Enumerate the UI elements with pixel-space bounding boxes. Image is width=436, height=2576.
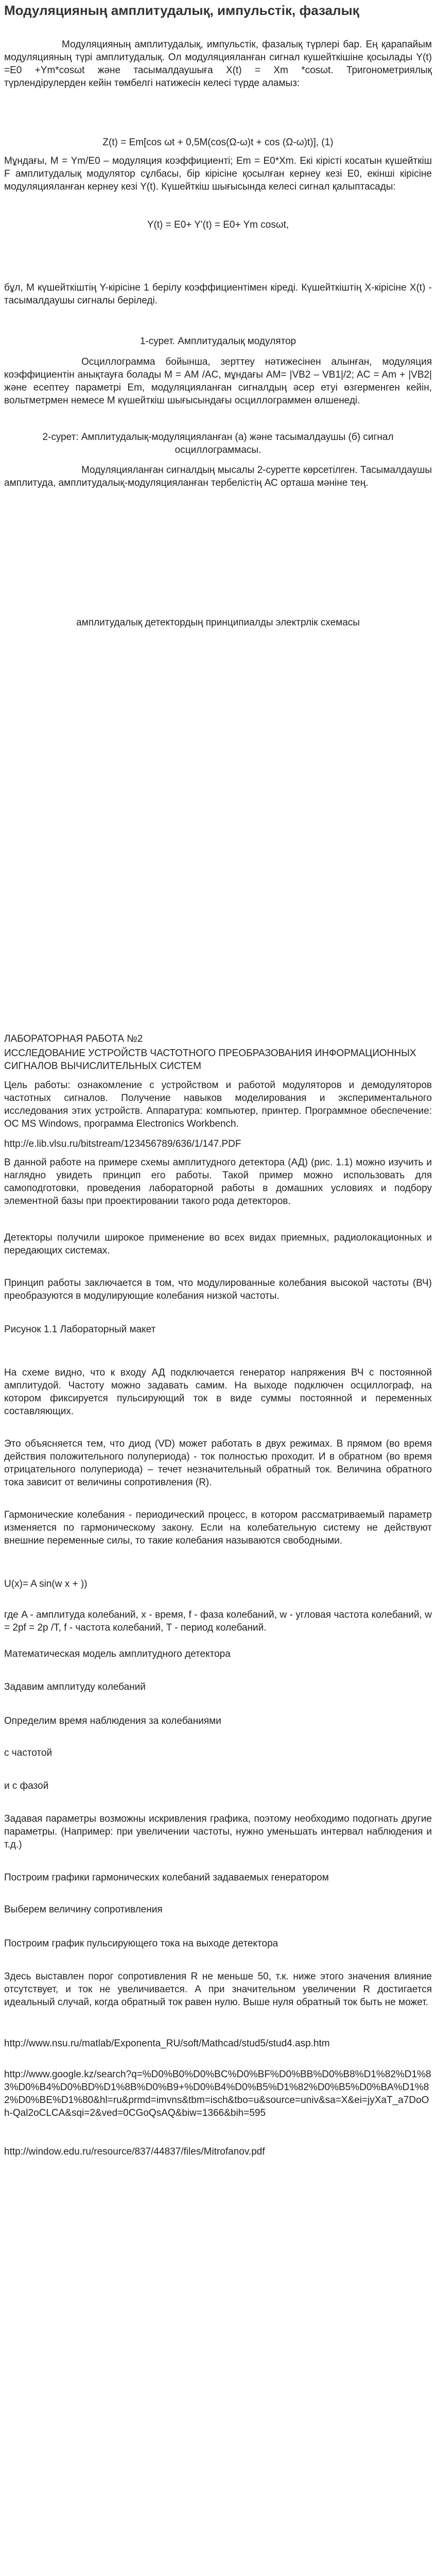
paragraph-j: Определим время наблюдения за колебаниями bbox=[4, 1716, 221, 1726]
paragraph-5: Модуляцияланған сигналдың мысалы 2-суретте көрсетілген. Тасымалдаушы амплитуда, амплитудалық-модуляцияланған тербелістің АС орташа мәніне тең. bbox=[4, 465, 432, 488]
paragraph-p: Построим график пульсирующего тока на выходе детектора bbox=[4, 1938, 278, 1949]
paragraph-m: Задавая параметры возможны искривления графика, поэтому необходимо подогнать другие параметры. (Например: при увеличении частоты, нужно уменьшать интервал наблюдения и т.д.) bbox=[4, 1814, 432, 1850]
source-link-3[interactable]: http://www.google.kz/search?q=%D0%B0%D0%BC%D0%BF%D0%BB%D0%B8%D1%82%D1%83%D0%B4%D0%BD%D1%8B%D0%B9+%D0%B4%D0%B5%D1%82%D0%B5%D0%BA%D1%82%D0%BE%D1%80&hl=ru&prmd=imvns&tbm=isch&tbo=u&source=univ&sa=X&ei=jyXaT_a7DoOh-Qal2oCLCA&sqi=2&ved=0CGoQsAQ&biw=1366&bih=595 bbox=[4, 2069, 431, 2119]
formula-2: Y(t) = E0+ Y'(t) = E0+ Ym cosωt, bbox=[147, 219, 289, 230]
lab-goal: Цель работы: ознакомление с устройством и работой модуляторов и демодуляторов частотных сигналов. Получение навыков моделирования и экспериментального исследования этих устройств. Аппаратура: компьютер, принтер. Программное обеспечение: ОС MS Windows, программа Electronics Workbench. bbox=[4, 1080, 432, 1129]
paragraph-k: с частотой bbox=[4, 1748, 53, 1758]
figure-label: Рисунок 1.1 Лабораторный макет bbox=[4, 1324, 156, 1335]
paragraph-o: Выберем величину сопротивления bbox=[4, 1904, 163, 1915]
paragraph-2: Мұндағы, М = Ym/E0 – модуляция коэффициенті; Em = E0*Xm. Екі кірісті косатын күшейткіш F амплитудалық модулятор сұлбасы, бір кірісіне қосылған кернеу кезі E0, екінші кірісіне модуляцияланған кернеу кезі Y(t). Күшейткіш шығысында келесі сигнал қалыптасады: bbox=[4, 156, 432, 192]
lab-header: ЛАБОРАТОРНАЯ РАБОТА №2 bbox=[4, 1033, 143, 1044]
paragraph-3: бұл, М күшейткіштің Y-кірісіне 1 берілу коэффициентімен кіреді. Күшейткіштің X-кірісіне X(t) - тасымалдаушы сигналы беріледі. bbox=[4, 282, 432, 306]
figure-1-caption: 1-сурет. Амплитудалық модулятор bbox=[139, 336, 297, 347]
paragraph-g: где A - амплитуда колебаний, x - время, f - фаза колебаний, w - угловая частота колебаний, w = 2pf = 2p /T, f - частота колебаний, T - период колебаний. bbox=[4, 1609, 432, 1633]
intro-paragraph: Модуляцияның амплитудалық, импульстік, фазалық түрлері бар. Ең қарапайым модуляцияның түрі амплитудалық. Ол модуляцияланған сигнал кушейткішіне қосылады Y(t) =E0 +Ym*cosωt және тасымалдаушыға X(t) = Xm *cosωt. Тригонометриялық түрлендірулерден кейін төмбелгі натижесін келесі түрде аламыз: bbox=[4, 39, 432, 89]
source-link-1[interactable]: http://e.lib.vlsu.ru/bitstream/123456789/636/1/147.PDF bbox=[4, 1139, 241, 1149]
lab-title: ИССЛЕДОВАНИЕ УСТРОЙСТВ ЧАСТОТНОГО ПРЕОБРАЗОВАНИЯ ИНФОРМАЦИОННЫХ СИГНАЛОВ ВЫЧИСЛИТЕЛЬНЫХ СИСТЕМ bbox=[4, 1048, 416, 1072]
source-link-4[interactable]: http://window.edu.ru/resource/837/44837/files/Mitrofanov.pdf bbox=[4, 2146, 265, 2157]
paragraph-q: Здесь выставлен порог сопротивления R не меньше 50, т.к. ниже этого значения влияние отсутствует, и ток не увеличивается. А при значительном увеличении R достигается идеальный случай, когда обратный ток равен нулю. Выше нуля обратный ток быть не может. bbox=[4, 1971, 432, 2008]
paragraph-b: Детекторы получили широкое применение во всех видах приемных, радиолокационных и передающих системах. bbox=[4, 1232, 432, 1256]
paragraph-n: Построим графики гармонических колебаний задаваемых генератором bbox=[4, 1872, 329, 1883]
paragraph-4: Осциллограмма бойынша, зерттеу нәтижесінен алынған, модуляция коэффициентін анықтауға болады М = AM /AC, мұндағы AM= |VB2 – VB1|/2; AC = Am + |VB2| және есептеу параметрі Em, модуляцияланған сигналдың әсер етуі өзгерменген кейін, вольтметрмен немесе М күшейткіш шығысындағы осциллограммен өлшенеді. bbox=[4, 357, 432, 406]
paragraph-e: Это объясняется тем, что диод (VD) может работать в двух режимах. В прямом (во время действия положительного полупериода) - ток полностью проходит. И в обратном (во время отрицательного полупериода) – течет незначительный обратный ток. Величина обратного тока зависит от величины сопротивления (R). bbox=[4, 1438, 432, 1488]
figure-2-caption: 2-сурет: Амплитудалық-модуляцияланған (а) және тасымалдаушы (б) сигнал осциллограммасы. bbox=[42, 432, 394, 455]
paragraph-i: Задавим амплитуду колебаний bbox=[4, 1682, 146, 1692]
harmonic-formula: U(x)= A sin(w x + )) bbox=[4, 1579, 88, 1589]
paragraph-l: и с фазой bbox=[4, 1781, 49, 1791]
page-title: Модуляцияның амплитудалық, импульстік, фазалық bbox=[4, 3, 359, 18]
formula-1: Z(t) = Em[cos ωt + 0,5M(cos(Ω-ω)t + cos (Ω-ω)t)], (1) bbox=[102, 137, 334, 148]
figure-3-caption: амплитудалық детектордың принципиалды электрлік схемасы bbox=[76, 617, 360, 628]
paragraph-h: Математическая модель амплитудного детектора bbox=[4, 1649, 231, 1659]
source-link-2[interactable]: http://www.nsu.ru/matlab/Exponenta_RU/soft/Mathcad/stud5/stud4.asp.htm bbox=[4, 2038, 330, 2049]
paragraph-c: Принцип работы заключается в том, что модулированные колебания высокой частоты (ВЧ) преобразуются в модулирующие колебания низкой частоты. bbox=[4, 1278, 432, 1301]
paragraph-a: В данной работе на примере схемы амплитудного детектора (АД) (рис. 1.1) можно изучить и наглядно увидеть принцип его работы. Такой пример можно использовать для самоподготовки, проведения лабораторной работы в домашних условиях и подбору элементной базы при проектировании такого рода детекторов. bbox=[4, 1157, 432, 1207]
paragraph-f: Гармонические колебания - периодический процесс, в котором рассматриваемый параметр изменяется по гармоническому закону. Если на колебательную систему не действуют внешние переменные силы, то такие колебания называются свободными. bbox=[4, 1510, 432, 1546]
paragraph-d: На схеме видно, что к входу АД подключается генератор напряжения ВЧ с постоянной амплитудой. Частоту можно задавать самим. На выходе подключен осциллограф, на котором фиксируется пульсирующий ток в виде суммы постоянной и переменных составляющих. bbox=[4, 1367, 432, 1417]
